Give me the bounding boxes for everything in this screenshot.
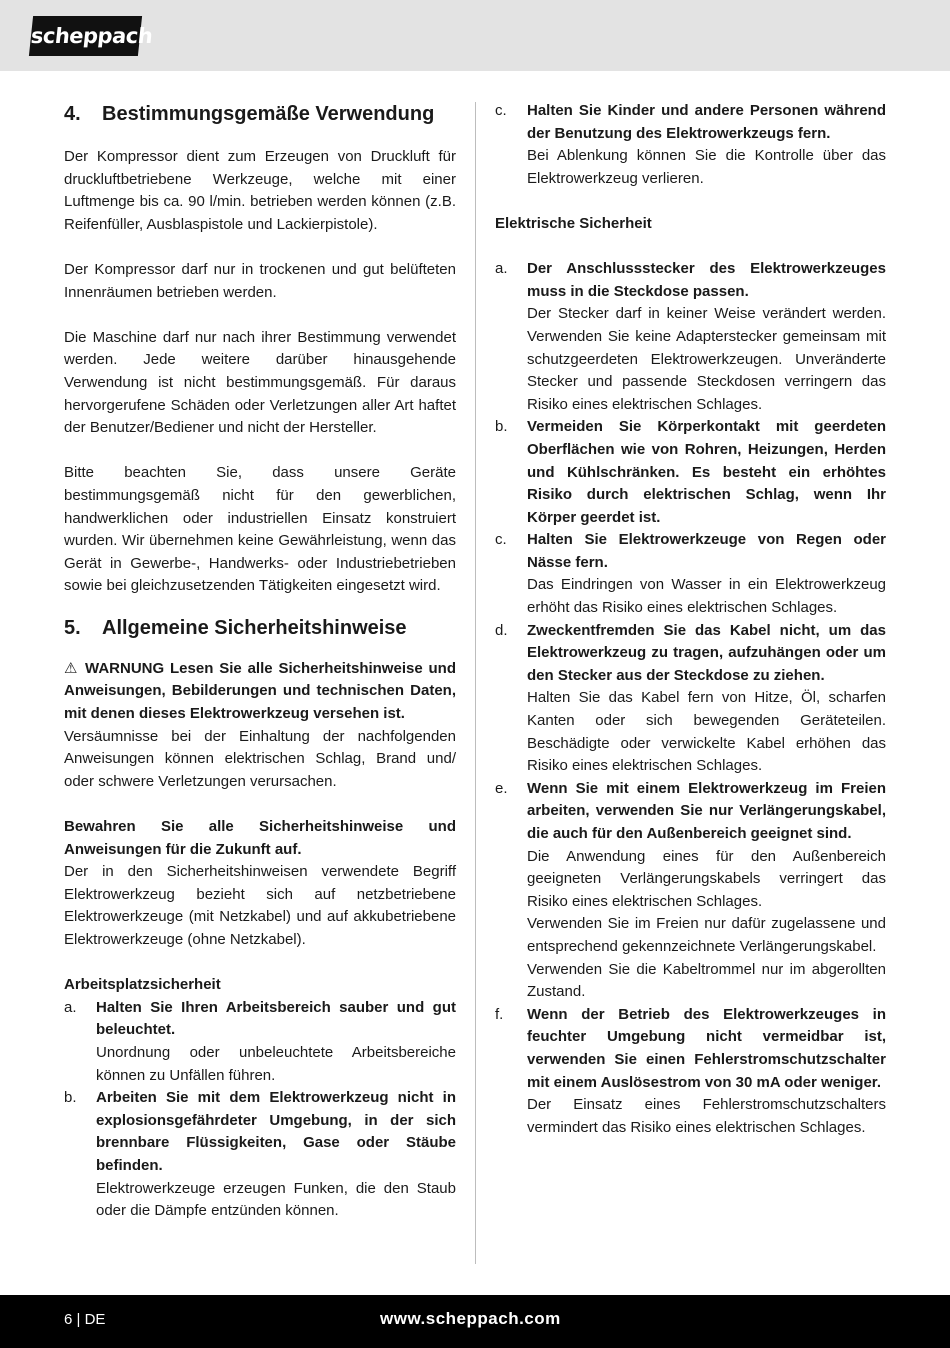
section-4-number: 4. [64,103,81,125]
electrical-safety-heading: Elektrische Sicherheit [495,214,652,232]
warning-bold-text: WARNUNG Lesen Sie alle Sicherheitshinweise und Anweisungen, Bebilderungen und technischen Daten, mit denen dieses Elektrowerkzeug versehen ist. [64,659,457,723]
list-marker: b. [64,1089,77,1107]
section-5-title: Allgemeine Sicherheitshinweise [102,616,407,639]
page-number: 6 | DE [64,1311,106,1328]
paragraph-machine-use: Die Maschine darf nur nach ihrer Bestimmung verwendet werden. Jede weitere darüber hinausgehende Verwendung ist nicht bestimmungsgemäß. Für daraus hervorgerufene Schäden oder Verletzungen aller Art haftet der Benutzer/Bediener und nicht der Hersteller. [64,328,456,437]
list-item [495,529,886,619]
list-item-text: Der Einsatz eines Fehlerstromschutzschalters vermindert das Risiko eines elektrischen Schlages. [527,1096,886,1136]
list-item-text: Die Anwendung eines für den Außenbereich geeigneten Verlängerungskabels verringert das Risiko eines elektrischen Schlages. [527,847,886,910]
list-item-text: Verwenden Sie im Freien nur dafür zugelassene und entsprechend gekennzeichnete Verlängerungskabel. [527,915,886,955]
list-item [495,778,886,1004]
page-footer [0,1295,950,1348]
paragraph-warranty: Bitte beachten Sie, dass unsere Geräte bestimmungsgemäß nicht für den gewerblichen, handwerklichen oder industriellen Einsatz konstruiert wurden. Wir übernehmen keine Gewährleistung, wenn das Gerät in Gewerbe-, Handwerks- oder Industriebetrieben sowie bei gleichzusetzenden Tätigkeiten eingesetzt wird. [64,464,456,595]
warning-text: Versäumnisse bei der Einhaltung der nachfolgenden Anweisungen können elektrischen Schlag, Brand und/ oder schwere Verletzungen verursachen. [64,727,456,790]
paragraph-dry-rooms: Der Kompressor darf nur in trockenen und gut belüfteten Innenräumen betrieben werden. [64,260,456,301]
list-item-text: Der Stecker darf in keiner Weise verändert werden. Verwenden Sie keine Adapterstecker gemeinsam mit schutzgeerdeten Elektrowerkzeugen. Unveränderte Stecker und passende Steckdosen verringern das Risiko eines elektrischen Schlages. [527,305,886,413]
list-item-bold: Wenn der Betrieb des Elektrowerkzeuges in feuchter Umgebung nicht vermeidbar ist, verwenden Sie einen Fehlerstromschutzschalter mit einem Auslösestrom von 30 mA oder weniger. [527,1005,886,1091]
list-item-bold: Halten Sie Elektrowerkzeuge von Regen oder Nässe fern. [527,531,886,571]
section-5-heading [64,614,456,642]
website-link[interactable]: www.scheppach.com [380,1309,561,1328]
list-item [64,1087,456,1223]
list-marker: c. [495,102,507,119]
list-item [495,416,886,529]
list-item-bold: Halten Sie Ihren Arbeitsbereich sauber und gut beleuchtet. [96,998,456,1039]
section-5-number: 5. [64,616,81,639]
keep-instructions-bold: Bewahren Sie alle Sicherheitshinweise und Anweisungen für die Zukunft auf. [64,818,456,858]
list-item-bold: Wenn Sie mit einem Elektrowerkzeug im Freien arbeiten, verwenden Sie nur Verlängerungskabel, die auch für den Außenbereich geeignet sind. [527,779,886,842]
warning-bold [64,658,456,726]
list-item [495,1004,886,1140]
workplace-safety-heading: Arbeitsplatzsicherheit [64,976,221,994]
list-item-text: Unordnung oder unbeleuchtete Arbeitsbereiche können zu Unfällen führen. [96,1043,456,1084]
list-marker: f. [495,1005,504,1023]
list-marker: c. [495,531,507,549]
list-item [495,620,886,778]
list-item-bold: Halten Sie Kinder und andere Personen während der Benutzung des Elektrowerkzeugs fern. [527,102,886,142]
list-item-text: Elektrowerkzeuge erzeugen Funken, die den Staub oder die Dämpfe entzünden können. [96,1179,456,1220]
list-item-bold: Vermeiden Sie Körperkontakt mit geerdeten Oberflächen wie von Rohren, Heizungen, Herden und Kühlschränken. Es besteht ein erhöhtes Risiko durch elektrischen Schlag, wenn Ihr Körper geerdet ist. [527,418,886,526]
list-item-bold: Arbeiten Sie mit dem Elektrowerkzeug nicht in explosionsgefährdeter Umgebung, in der sich brennbare Flüssigkeiten, Gase oder Stäube befinden. [96,1089,456,1174]
warning-triangle-icon: ⚠ [64,659,80,677]
list-marker: b. [495,418,508,436]
keep-instructions-text: Der in den Sicherheitshinweisen verwendete Begriff Elektrowerkzeug bezieht sich auf netzbetriebene Elektrowerkzeuge (mit Netzkabel) und auf akkubetriebene Elektrowerkzeuge (ohne Netzkabel). [64,863,456,948]
list-item-text: Das Eindringen von Wasser in ein Elektrowerkzeug erhöht das Risiko eines elektrischen Schlages. [527,576,886,617]
list-item [495,100,886,190]
section-4-heading [64,100,456,128]
column-divider [475,102,476,1264]
list-item-bold: Der Anschlussstecker des Elektrowerkzeuges muss in die Steckdose passen. [527,260,886,300]
right-column [495,100,886,1139]
left-column [64,100,456,1223]
list-marker: e. [495,779,508,797]
list-marker: a. [64,998,77,1016]
list-marker: d. [495,621,508,639]
section-4-title: Bestimmungsgemäße Verwendung [102,103,435,125]
scheppach-logo: scheppach [29,16,142,56]
list-item [64,997,456,1087]
page-header [0,0,950,71]
list-item-text: Bei Ablenkung können Sie die Kontrolle über das Elektrowerkzeug verlieren. [527,147,886,187]
list-marker: a. [495,260,508,278]
list-item-text: Verwenden Sie die Kabeltrommel nur im abgerollten Zustand. [527,960,886,1001]
list-item [495,258,886,416]
list-item-text: Halten Sie das Kabel fern von Hitze, Öl, scharfen Kanten oder sich bewegenden Geräteteilen. Beschädigte oder verwickelte Kabel erhöhen das Risiko eines elektrischen Schlages. [527,689,886,775]
paragraph-intended-use: Der Kompressor dient zum Erzeugen von Druckluft für druckluftbetriebene Werkzeuge, welche mit einer Luftmenge bis ca. 90 l/min. betrieben werden können (z.B. Reifenfüller, Ausblaspistole und Lackierpistole). [64,148,456,233]
list-item-bold: Zweckentfremden Sie das Kabel nicht, um das Elektrowerkzeug zu tragen, aufzuhängen oder um den Stecker aus der Steckdose zu ziehen. [527,621,886,684]
